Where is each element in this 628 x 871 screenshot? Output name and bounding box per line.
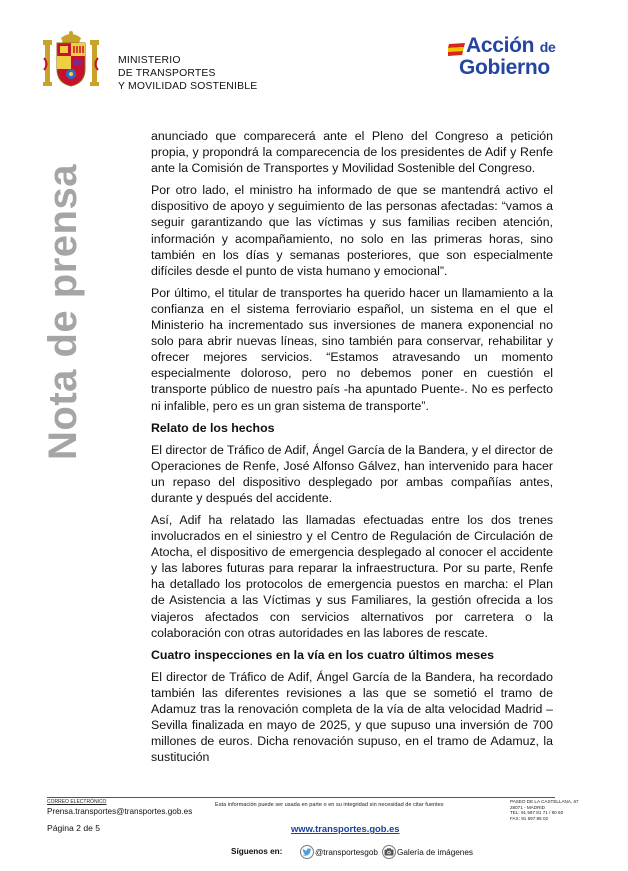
footer-divider: [47, 797, 555, 798]
ministry-line: Y MOVILIDAD SOSTENIBLE: [118, 81, 258, 92]
address-line: 28071 - MADRID: [510, 804, 545, 810]
accion-word: Acción: [466, 34, 535, 57]
section-heading: Cuatro inspecciones en la vía en los cuatro últimos meses: [151, 647, 494, 662]
postal-address: [510, 799, 579, 822]
accion-gobierno: Gobierno: [459, 56, 550, 79]
twitter-icon: [300, 845, 314, 859]
address-line: FAX: 91 597 85 02: [510, 816, 549, 822]
side-title: Nota de prensa: [41, 164, 85, 460]
email-label: CORREO ELECTRÓNICO: [47, 799, 107, 805]
ministry-line: MINISTERIO: [118, 55, 181, 66]
website-link[interactable]: www.transportes.gob.es: [291, 823, 400, 834]
paragraph: El director de Tráfico de Adif, Ángel García de la Bandera, y el director de Operaciones de Renfe, José Alfonso Gálvez, han intervenido para hacer un repaso del dispositivo desplegado por ambas compañías antes, durante y después del accidente.: [151, 442, 553, 505]
ministry-name: [118, 54, 257, 93]
paragraph: Por otro lado, el ministro ha informado de que se mantendrá activo el dispositivo de apoyo y seguimiento de las personas afectadas: “vamos a seguir garantizando que las víctimas y sus familias reciben atención, información y acompañamiento, no solo en las primeras horas, sino también en los días y semanas posteriores, que son especialmente difíciles desde el punto de vista humano y emocional”.: [151, 183, 553, 278]
twitter-link[interactable]: [300, 845, 378, 859]
paragraph: El director de Tráfico de Adif, Ángel García de la Bandera, ha recordado también las diferentes revisiones a las que se sometió el tramo de Adamuz tras la renovación completa de la vía de alta velocidad Madrid – Sevilla finalizada en mayo de 2025, y que supuso una inversión de 700 millones de euros. Dicha renovación supuso, en el tramo de Adamuz, la sustitución: [151, 669, 553, 765]
press-email[interactable]: Prensa.transportes@transportes.gob.es: [47, 807, 193, 816]
twitter-handle: @transportesgob: [315, 847, 378, 857]
address-line: TEL: 91 597 81 71 / 80 60: [510, 810, 564, 816]
camera-icon: [382, 845, 396, 859]
accion-de-word: de: [539, 39, 556, 55]
coat-of-arms-icon: [41, 30, 101, 94]
ministry-logo: [41, 30, 301, 94]
press-release-body: [151, 128, 553, 771]
address-line: PASEO DE LA CASTELLANA, 67: [510, 799, 579, 804]
accion-de-gobierno-logo: [446, 34, 576, 84]
gallery-link[interactable]: [382, 845, 473, 859]
usage-disclaimer: Esta información puede ser usada en parte o en su integridad sin necesidad de citar fuentes: [215, 802, 444, 808]
paragraph: Por último, el titular de transportes ha querido hacer un llamamiento a la confianza en el sistema ferroviario español, un sistema en el que el Ministerio ha incrementado sus inversiones de manera exponencial no solo para abrir nuevas líneas, sino también para conservar, rehabilitar y ofrecer mejores servicios. “Estamos atravesando un momento especialmente doloroso, pero no debemos poner en cuestión el transporte público de nuestro país -ha apuntado Puente-. No es perfecto ni infalible, pero es un gran sistema de transporte”.: [151, 285, 553, 413]
section-heading: Relato de los hechos: [151, 420, 275, 435]
ministry-line: DE TRANSPORTES: [118, 68, 216, 79]
gallery-label: Galería de imágenes: [397, 847, 474, 857]
follow-us-label: Síguenos en:: [231, 847, 283, 856]
paragraph: anunciado que comparecerá ante el Pleno del Congreso a petición propia, y propondrá la comparecencia de los presidentes de Adif y Renfe ante la Comisión de Transportes y Movilidad Sostenible del Congreso.: [151, 129, 553, 176]
spain-flag-icon: [448, 43, 466, 56]
paragraph: Así, Adif ha relatado las llamadas efectuadas entre los dos trenes involucrados en el siniestro y el Centro de Regulación de Circulación de Atocha, el dispositivo de emergencia desplegado al conocer el accidente y las labores futuras para reparar la infraestructura. Por su parte, Renfe ha detallado los protocolos de emergencia puestos en marcha: el Plan de Asistencia a las Víctimas y sus Familiares, la gestión ofrecida a los viajeros afectados con servicios alternativos por carretera o la colaboración con otras autoridades en las labores de rescate.: [151, 512, 553, 640]
page-number: Página 2 de 5: [47, 823, 101, 833]
